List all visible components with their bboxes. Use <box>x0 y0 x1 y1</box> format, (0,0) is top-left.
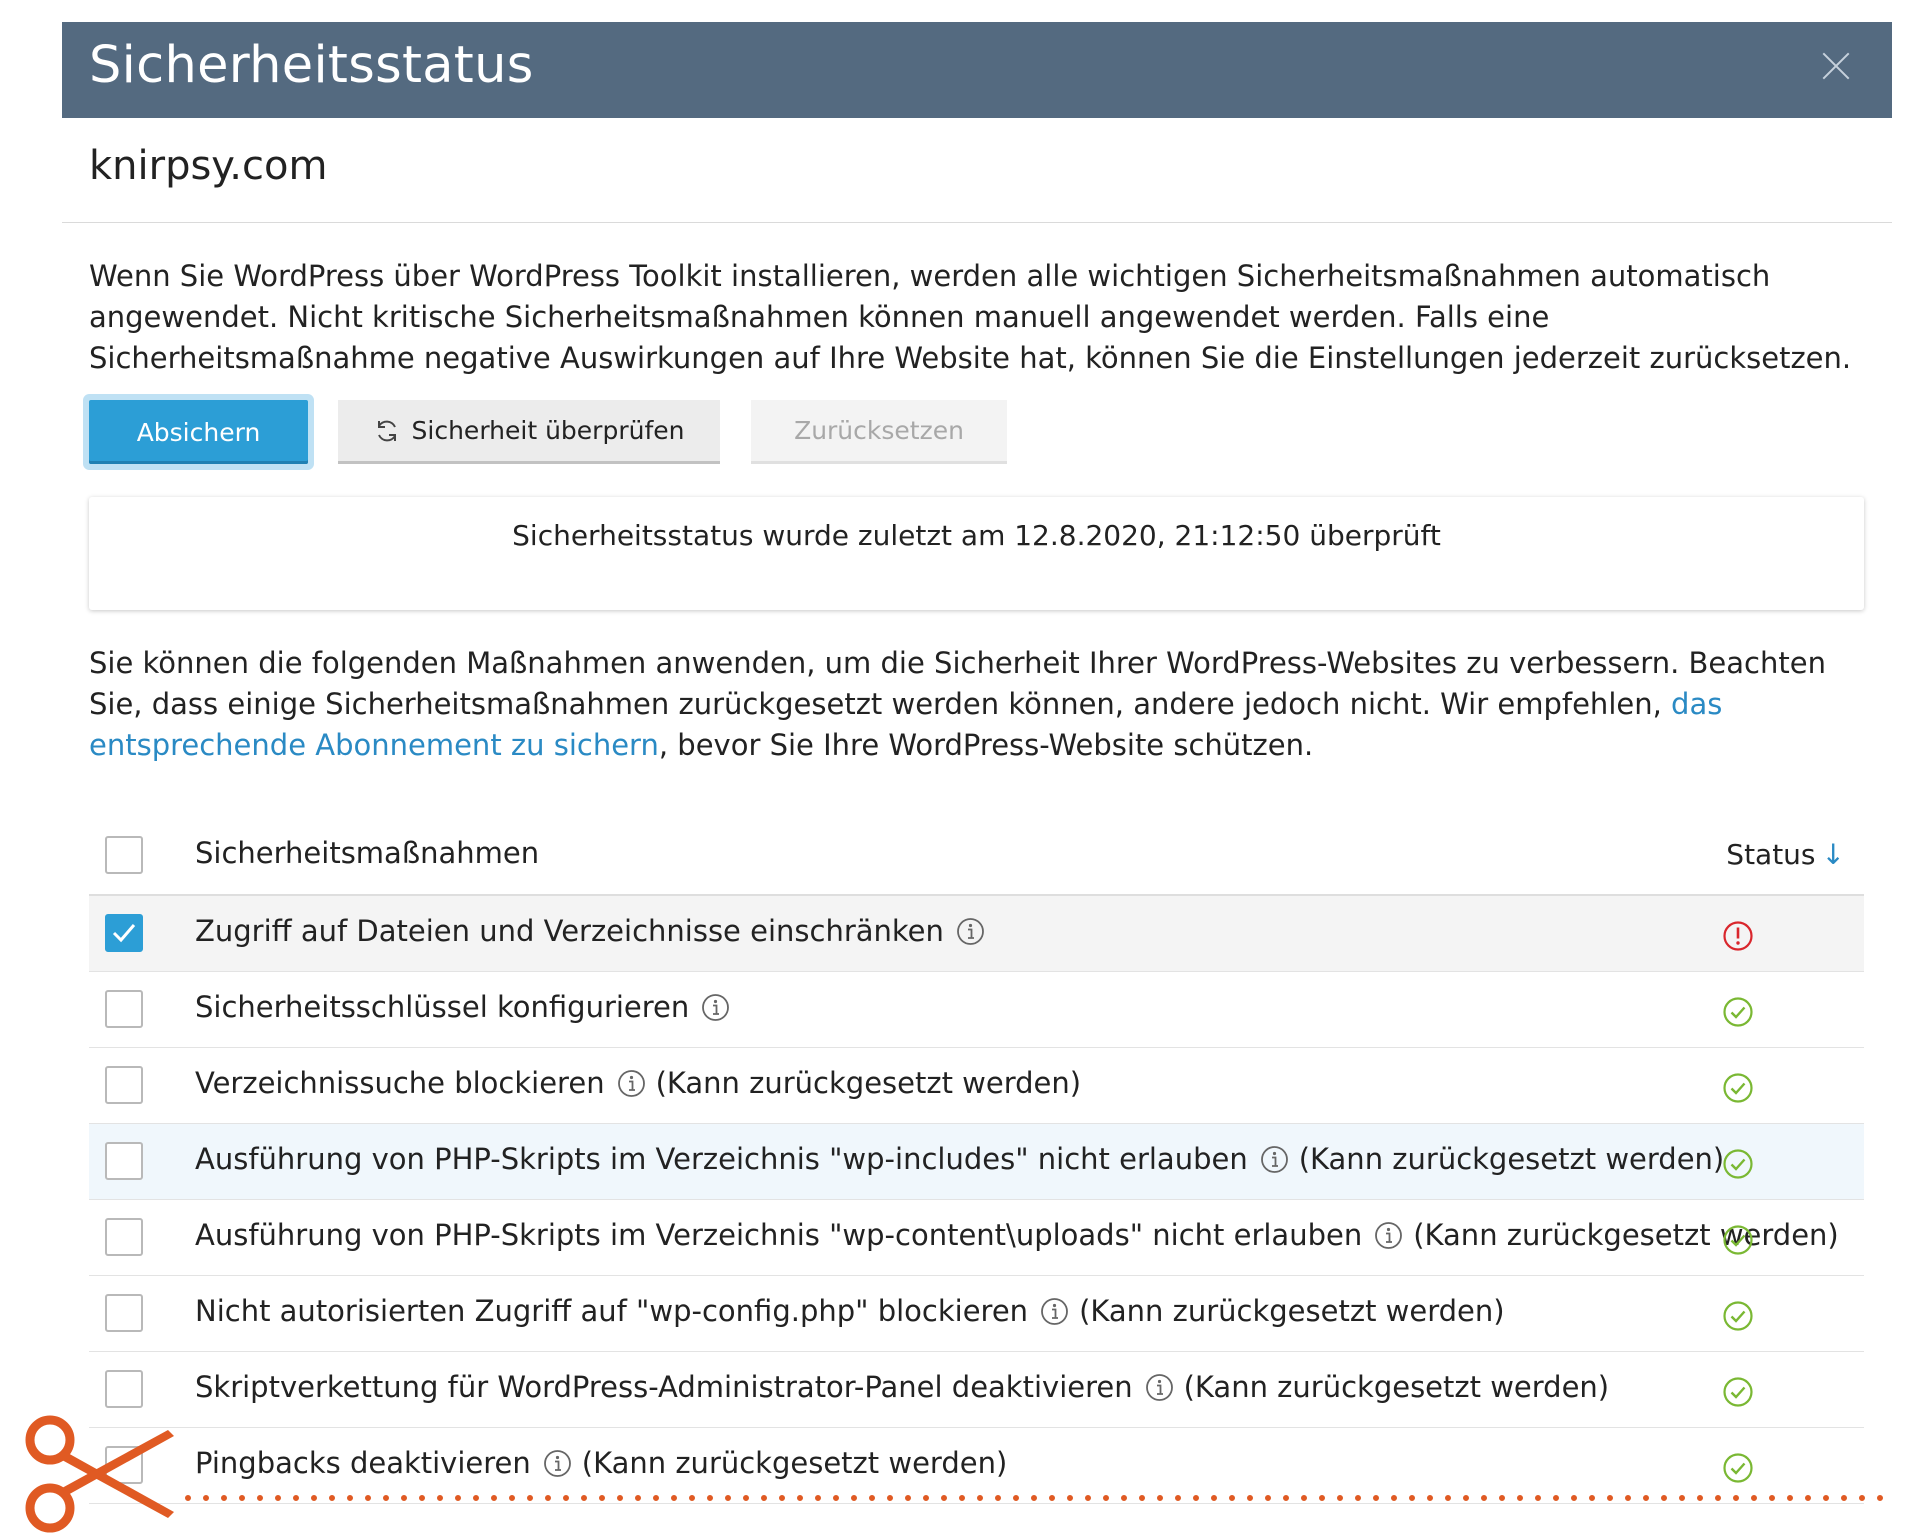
reversible-hint: (Kann zurückgesetzt werden) <box>1079 1294 1505 1328</box>
subscription-backup-link[interactable]: das entsprechende Abonnement zu sichern <box>89 687 1723 762</box>
check-circle-icon <box>1722 1300 1754 1332</box>
check-security-button[interactable] <box>338 400 720 464</box>
info-icon[interactable] <box>1374 1221 1403 1250</box>
table-row[interactable] <box>89 972 1864 1048</box>
table-row[interactable] <box>89 1200 1864 1276</box>
warning-icon <box>1722 920 1754 952</box>
header-measures: Sicherheitsmaßnahmen <box>195 836 540 870</box>
measure-name: Verzeichnissuche blockieren <box>195 1066 605 1100</box>
measure-name: Ausführung von PHP-Skripts im Verzeichnis "wp-content\uploads" nicht erlauben <box>195 1218 1363 1252</box>
row-checkbox[interactable] <box>105 914 143 952</box>
check-circle-icon <box>1722 1452 1754 1484</box>
table-row[interactable] <box>89 896 1864 972</box>
row-checkbox[interactable] <box>105 1218 143 1256</box>
table-body <box>89 896 1864 1504</box>
info-icon[interactable] <box>617 1069 646 1098</box>
info-text-before: Sie können die folgenden Maßnahmen anwenden, um die Sicherheit Ihrer WordPress-Websites zu verbessern. Beachten Sie, dass einige Sicherheitsmaßnahmen zurückgesetzt werden können, andere jedoch nicht. Wir empfehlen, <box>89 646 1826 721</box>
check-circle-icon <box>1722 1148 1754 1180</box>
row-checkbox[interactable] <box>105 1066 143 1104</box>
row-label <box>195 914 995 948</box>
info-icon[interactable] <box>1260 1145 1289 1174</box>
check-circle-icon <box>1722 1072 1754 1104</box>
info-icon[interactable] <box>701 993 730 1022</box>
measure-name: Sicherheitsschlüssel konfigurieren <box>195 990 690 1024</box>
table-row[interactable] <box>89 1048 1864 1124</box>
measure-name: Skriptverkettung für WordPress-Administrator-Panel deaktivieren <box>195 1370 1133 1404</box>
row-label <box>195 990 740 1024</box>
measure-name: Ausführung von PHP-Skripts im Verzeichnis "wp-includes" nicht erlauben <box>195 1142 1248 1176</box>
refresh-icon <box>374 418 400 444</box>
intro-text: Wenn Sie WordPress über WordPress Toolkit installieren, werden alle wichtigen Sicherheitsmaßnahmen automatisch angewendet. Nicht kritische Sicherheitsmaßnahmen können manuell angewendet werden. Falls eine Sicherheitsmaßnahme negative Auswirkungen auf Ihre Website hat, können Sie die Einstellungen jederzeit zurücksetzen. <box>89 259 1852 375</box>
row-label <box>195 1142 1724 1176</box>
check-circle-icon <box>1722 1224 1754 1256</box>
check-circle-icon <box>1722 996 1754 1028</box>
measures-table <box>89 818 1864 1504</box>
row-checkbox[interactable] <box>105 1370 143 1408</box>
last-check-message: Sicherheitsstatus wurde zuletzt am 12.8.2020, 21:12:50 überprüft <box>512 519 1441 552</box>
row-checkbox[interactable] <box>105 1142 143 1180</box>
info-icon[interactable] <box>956 917 985 946</box>
secure-button[interactable]: Absichern <box>89 400 308 464</box>
sort-down-icon: ↓ <box>1821 838 1845 871</box>
info-text <box>89 643 1879 766</box>
select-all-checkbox[interactable] <box>105 836 143 874</box>
reversible-hint: (Kann zurückgesetzt werden) <box>1298 1142 1725 1176</box>
row-label <box>195 1294 1505 1328</box>
row-label <box>195 1066 1081 1100</box>
divider <box>62 222 1892 223</box>
reset-button: Zurücksetzen <box>751 400 1007 464</box>
measure-name: Pingbacks deaktivieren <box>195 1446 531 1480</box>
last-check-panel <box>89 497 1864 610</box>
close-icon[interactable] <box>1816 46 1856 86</box>
reversible-hint: (Kann zurückgesetzt werden) <box>1413 1218 1839 1252</box>
info-icon[interactable] <box>1145 1373 1174 1402</box>
info-icon[interactable] <box>1040 1297 1069 1326</box>
reversible-hint: (Kann zurückgesetzt werden) <box>1183 1370 1610 1404</box>
row-checkbox[interactable] <box>105 990 143 1028</box>
site-name: knirpsy.com <box>89 143 328 189</box>
cut-line <box>182 1492 1902 1504</box>
info-icon[interactable] <box>543 1449 572 1478</box>
reversible-hint: (Kann zurückgesetzt werden) <box>655 1066 1082 1100</box>
security-status-dialog <box>62 22 1892 1535</box>
measure-name: Nicht autorisierten Zugriff auf "wp-config.php" blockieren <box>195 1294 1029 1328</box>
table-header <box>89 818 1864 896</box>
table-row[interactable] <box>89 1124 1864 1200</box>
dialog-header <box>62 22 1892 118</box>
row-label <box>195 1370 1609 1404</box>
info-text-after: , bevor Sie Ihre WordPress-Website schützen. <box>658 728 1314 762</box>
header-status-sort[interactable] <box>1726 838 1845 871</box>
dialog-title: Sicherheitsstatus <box>89 36 534 95</box>
reversible-hint: (Kann zurückgesetzt werden) <box>581 1446 1008 1480</box>
scissors-icon <box>14 1408 174 1538</box>
measure-name: Zugriff auf Dateien und Verzeichnisse einschränken <box>195 914 944 948</box>
header-status-label: Status <box>1726 838 1816 871</box>
check-circle-icon <box>1722 1376 1754 1408</box>
row-label <box>195 1218 1839 1252</box>
table-row[interactable] <box>89 1276 1864 1352</box>
table-row[interactable] <box>89 1352 1864 1428</box>
row-label <box>195 1446 1007 1480</box>
checkmark-icon <box>111 920 137 946</box>
check-security-label: Sicherheit überprüfen <box>411 416 685 445</box>
row-checkbox[interactable] <box>105 1294 143 1332</box>
